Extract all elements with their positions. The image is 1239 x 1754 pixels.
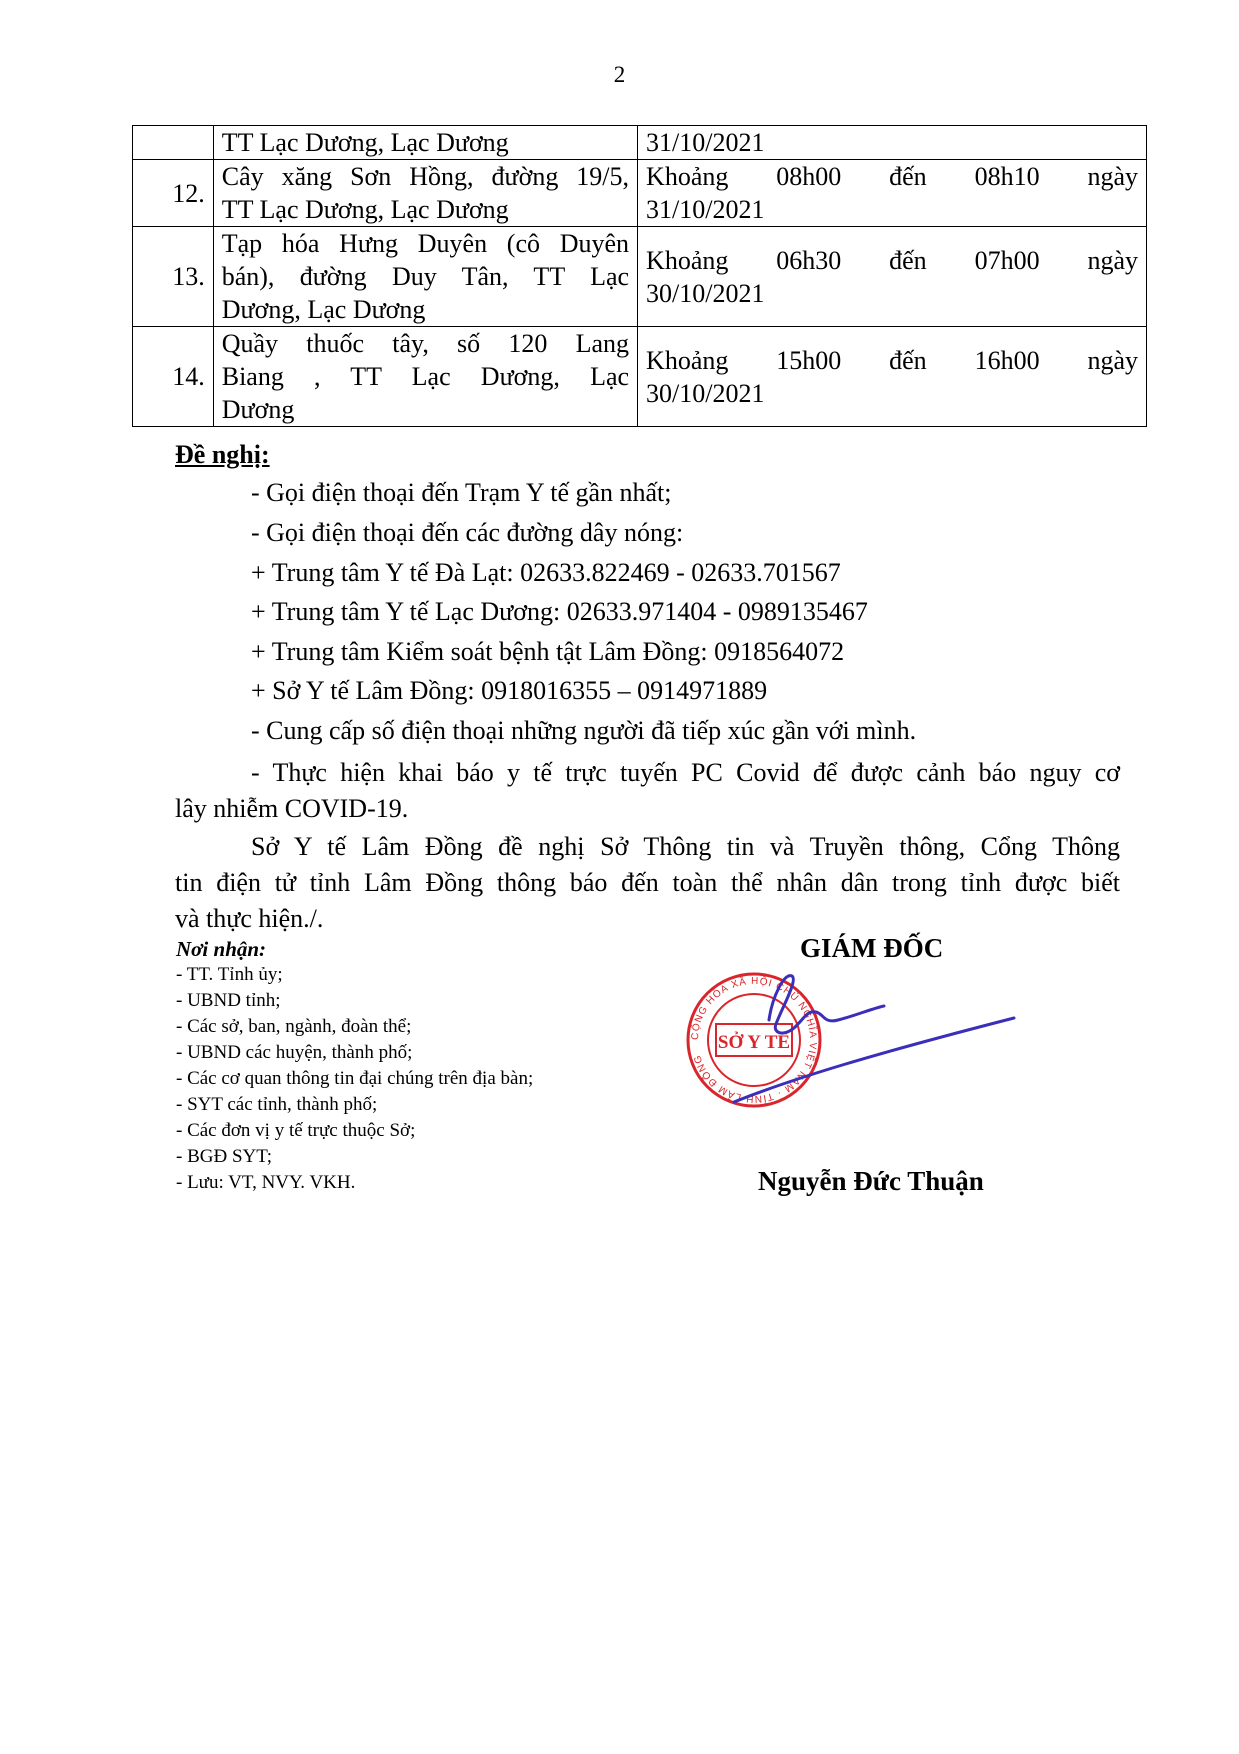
declare-paragraph — [175, 755, 1120, 827]
closing-line-3: và thực hiện./. — [175, 904, 324, 933]
time-cell — [638, 327, 1147, 427]
closing-line-1: Sở Y tế Lâm Đồng đề nghị Sở Thông tin và Truyền thông, Cổng Thông — [251, 832, 1120, 861]
time-line: 30/10/2021 — [646, 378, 765, 408]
table-row — [133, 327, 1147, 427]
recommendation-item: - Cung cấp số điện thoại những người đã tiếp xúc gần với mình. — [251, 716, 917, 745]
location-line: Dương — [221, 395, 295, 424]
page-number: 2 — [613, 62, 626, 87]
recommendation-heading: Đề nghị: — [175, 440, 270, 469]
location-line: Cây xăng Sơn Hồng, đường 19/5, — [221, 162, 630, 191]
signer-name: Nguyễn Đức Thuận — [758, 1166, 984, 1196]
table-row — [133, 227, 1147, 327]
time-line: 31/10/2021 — [646, 195, 765, 224]
row-number: 12. — [133, 160, 214, 227]
recipient-item: - Các cơ quan thông tin đại chúng trên địa bàn; — [176, 1068, 534, 1089]
hotline-item: + Trung tâm Y tế Đà Lạt: 02633.822469 - 02633.701567 — [251, 558, 841, 587]
row-number — [133, 126, 214, 160]
table-row — [133, 160, 1147, 227]
declare-line-2: lây nhiễm COVID-19. — [175, 794, 409, 823]
recommendation-item: - Gọi điện thoại đến các đường dây nóng: — [251, 518, 684, 547]
location-cell — [213, 126, 637, 160]
row-number: 14. — [133, 327, 214, 427]
official-stamp-and-signature — [674, 968, 1034, 1118]
location-line: Quầy thuốc tây, số 120 Lang — [221, 329, 630, 358]
recipient-item: - SYT các tỉnh, thành phố; — [176, 1094, 378, 1115]
recipient-item: - UBND các huyện, thành phố; — [176, 1042, 413, 1063]
recipient-item: - BGĐ SYT; — [176, 1146, 273, 1167]
time-line: Khoảng 15h00 đến 16h00 ngày — [646, 345, 1138, 375]
time-line: Khoảng 06h30 đến 07h00 ngày — [646, 245, 1138, 275]
signer-title: GIÁM ĐỐC — [800, 933, 944, 963]
table-row — [133, 126, 1147, 160]
location-line: TT Lạc Dương, Lạc Dương — [221, 195, 509, 224]
location-cell — [213, 227, 637, 327]
recipient-item: - TT. Tỉnh ủy; — [176, 964, 283, 985]
time-cell — [638, 160, 1147, 227]
hotline-item: + Trung tâm Y tế Lạc Dương: 02633.971404 - 0989135467 — [251, 597, 868, 626]
recipient-item: - Các đơn vị y tế trực thuộc Sở; — [176, 1120, 416, 1141]
closing-line-2: tin điện tử tỉnh Lâm Đồng thông báo đến toàn thể nhân dân trong tỉnh được biết — [175, 868, 1120, 897]
location-cell — [213, 327, 637, 427]
location-line: Tạp hóa Hưng Duyên (cô Duyên — [221, 229, 630, 258]
stamp-icon — [688, 974, 820, 1106]
svg-text:CỘNG HÒA XÃ HỘI CHỦ NGHĨA VIỆT: CỘNG HÒA XÃ HỘI CHỦ NGHĨA VIỆT NAM · TỈNH LÂM ĐỒNG — [689, 975, 819, 1105]
time-line: 31/10/2021 — [646, 128, 765, 157]
recipient-item: - Lưu: VT, NVY. VKH. — [176, 1172, 356, 1193]
closing-paragraph — [175, 829, 1120, 937]
time-cell — [638, 227, 1147, 327]
svg-text:SỞ Y TẾ: SỞ Y TẾ — [717, 1032, 791, 1053]
recommendation-item: - Gọi điện thoại đến Trạm Y tế gần nhất; — [251, 478, 672, 507]
locations-table — [132, 125, 1147, 427]
time-line: 30/10/2021 — [646, 278, 765, 308]
recipients-block — [176, 936, 533, 1196]
location-line: Biang , TT Lạc Dương, Lạc — [221, 362, 630, 391]
location-line: TT Lạc Dương, Lạc Dương — [221, 128, 509, 157]
recipient-item: - UBND tỉnh; — [176, 990, 281, 1011]
time-line: Khoảng 08h00 đến 08h10 ngày — [646, 162, 1138, 191]
location-line: bán), đường Duy Tân, TT Lạc — [221, 262, 630, 291]
hotline-item: + Sở Y tế Lâm Đồng: 0918016355 – 0914971889 — [251, 676, 768, 705]
time-cell — [638, 126, 1147, 160]
declare-line-1: - Thực hiện khai báo y tế trực tuyến PC Covid để được cảnh báo nguy cơ — [251, 758, 1120, 787]
recipient-item: - Các sở, ban, ngành, đoàn thể; — [176, 1016, 412, 1037]
hotline-item: + Trung tâm Kiểm soát bệnh tật Lâm Đồng: 0918564072 — [251, 637, 845, 666]
location-line: Dương, Lạc Dương — [221, 295, 426, 324]
location-cell — [213, 160, 637, 227]
recipients-title: Nơi nhận: — [176, 937, 267, 961]
row-number: 13. — [133, 227, 214, 327]
